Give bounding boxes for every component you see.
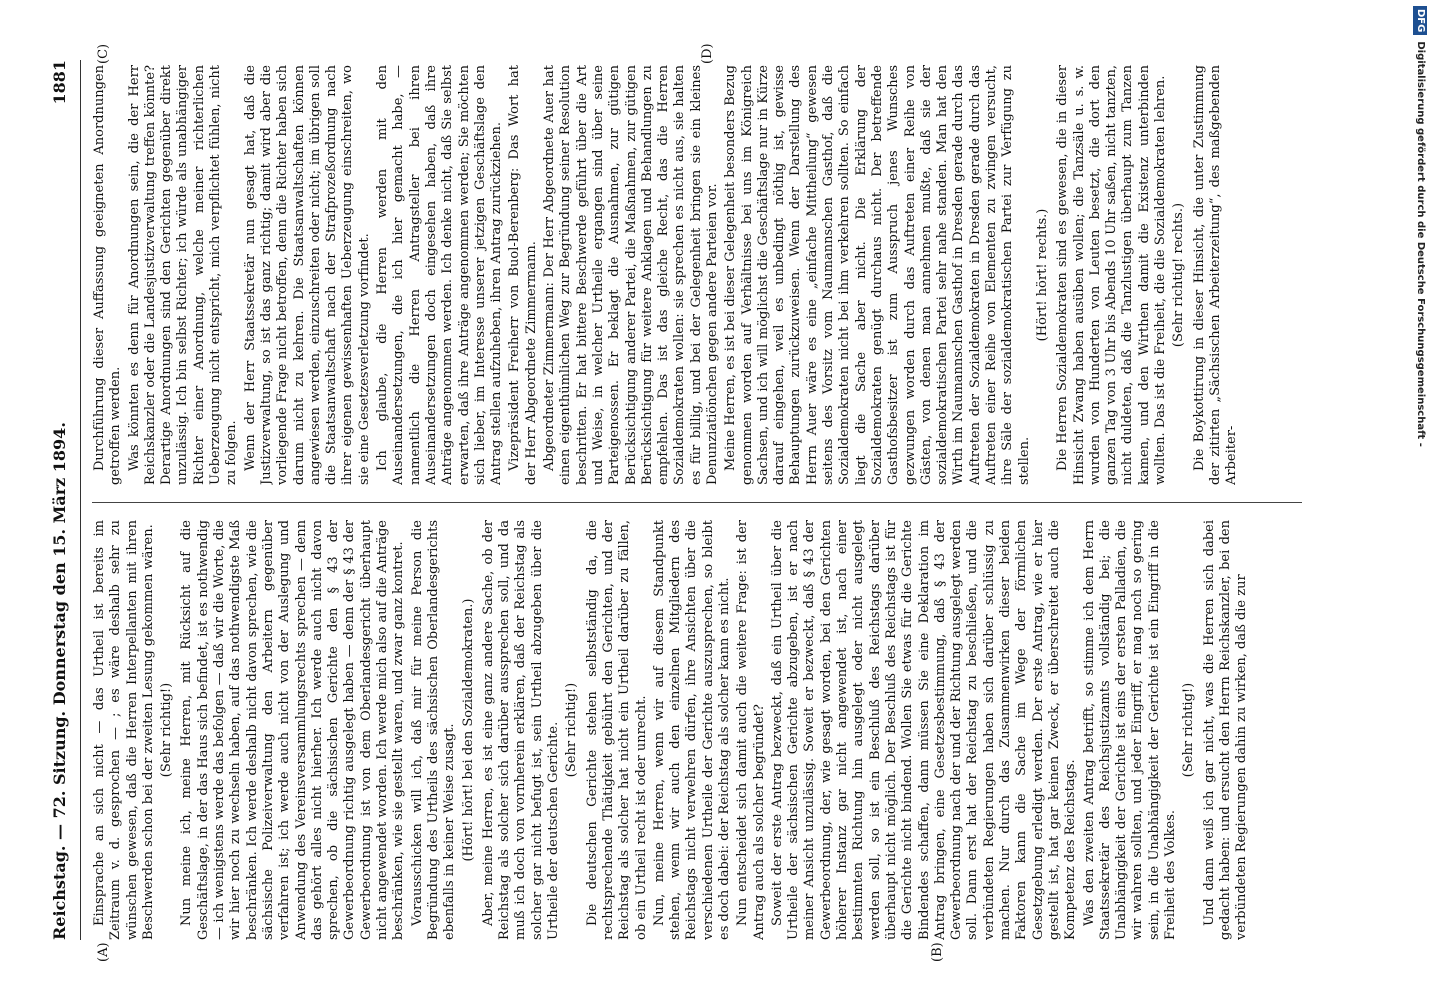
left-column xyxy=(92,520,1302,940)
paragraph: Wenn der Herr Staatssekretär nun gesagt hat, daß die Justizverwaltung, so ist das ganz richtig; damit wird aber die vorliegende Frage nicht betroffen, denn die Richter haben sich darum nicht zu kehren. Die Staatsanwaltschaften können angewiesen werden, einzuschreiten oder nicht; im übrigen soll die Staatsanwaltschaft nach der Strafprozeßordnung nach ihrer eigenen gewissenhaften Ueberzeugung einschreiten, wo sie eine Gesetzesverletzung vorfindet. xyxy=(242,65,372,485)
paragraph: Vorausschicken will ich, daß mir für meine Person die Begründung des Urtheils des sächsischen Oberlandesgerichts ebenfalls in keiner Weise zusagt. xyxy=(409,520,458,940)
interjection: (Sehr richtig!) xyxy=(159,682,175,778)
column-separator xyxy=(92,502,1302,503)
interjection: (Hört! hört! bei den Sozialdemokraten.) xyxy=(460,598,476,862)
paragraph: Vizepräsident Freiherr von Buol-Berenberg: Das Wort hat der Herr Abgeordnete Zimmermann. xyxy=(507,65,539,485)
dfg-watermark xyxy=(1408,0,1432,1000)
paragraph: Was könnten es denn für Anordnungen sein, die der Herr Reichskanzler oder die Landesjustizverwaltung treffen könnte? Derartige Anordnungen sind den Gerichten gegenüber direkt unzulässig. Ich bin selbst Richter; ich würde als unabhängiger Richter einer Anordnung, welche meiner richterlichen Ueberzeugung nicht entspricht, mich verpflichtet fühlen, nicht zu folgen. xyxy=(126,65,240,485)
interjection: (Sehr richtig!) xyxy=(1181,682,1197,778)
paragraph: Nun, meine Herren, wenn wir auf diesem Standpunkt stehen, wenn wir auch den einzelnen Mitgliedern des Reichstags nicht verwehren dürfen, ihre Ansichten über die verschiedenen Urtheile der Gerichte auszusprechen, so bleibt es doch dabei: der Reichstag als solcher kann es nicht. xyxy=(651,520,732,940)
interjection: (Sehr richtig!) xyxy=(564,682,580,778)
paragraph: Ich glaube, die Herren werden mit den Auseinandersetzungen, die ich hier gemacht habe, — namentlich die Herren Antragsteller bei ihren Auseinandersetzungen doch eingesehen haben, daß ihre Anträge angenommen werden. Ich denke nicht, daß Sie selbst erwarten, daß ihre Anträge angenommen werden; Sie möchten sich lieber, im Interesse unserer jetzigen Geschäftslage den Antrag stellen aufzuheben, ihren Antrag zurückziehen. xyxy=(375,65,505,485)
paragraph: Die Boykottirung in dieser Hinsicht, die unter Zustimmung der zitirten „Sächsischen Arbeiterzeitung“, des maßgebenden Arbeiter- xyxy=(1191,65,1240,485)
paragraph: Abgeordneter Zimmermann: Der Herr Abgeordnete Auer hat einen eigenthümlichen Weg zur Begründung seiner Resolution beschritten. Er hat bittere Beschwerde geführt über die Art und Weise, in welcher Urtheile ergangen sind über seine Parteigenossen. Er beklagt die Ausnahmen, zur gütigen Berücksichtigung anderer Partei, die Maßnahmen, zur gütigen Berücksichtigung für weitere Anklagen und Behandlungen zu empfehlen. Das ist das gleiche Recht, das die Herren Sozialdemokraten wollen: sie sprechen es nicht aus, sie halten es für billig, und bei der Gelegenheit bringen sie ein kleines Denunziatiönchen gegen andere Parteien vor. xyxy=(542,65,720,485)
header-rule xyxy=(80,60,81,940)
page-number: 1881 xyxy=(49,60,69,105)
paragraph: Einsprache an sich nicht — das Urtheil ist bereits im Zeitraum v. d. gesprochen — ; es wäre deshalb sehr zu wünschen gewesen, daß die Herren Interpellanten mit ihren Beschwerden schon bei der zweiten Lesung gekommen wären. xyxy=(92,520,156,940)
interjection: (Sehr richtig! rechts.) xyxy=(1171,202,1187,348)
right-column xyxy=(92,65,1302,485)
dfg-logo: DFG xyxy=(1413,6,1427,35)
header-title: Reichstag. — 72. Sitzung. Donnerstag den 15. März 1894. xyxy=(49,422,69,940)
paragraph: Aber, meine Herren, es ist eine ganz andere Sache, ob der Reichstag als solcher sich darüber aussprechen soll, und da muß ich doch von vornherein erklären, daß der Reichstag als solcher gar nicht befugt ist, sein Urtheil abzugeben über die Urtheile der deutschen Gerichte. xyxy=(480,520,562,940)
paragraph: Die Herren Sozialdemokraten sind es gewesen, die in dieser Hinsicht Zwang haben ausüben wollen; die Tanzsäle u. s. w. wurden von Hunderten von Leuten besetzt, die dort den ganzen Tag von 3 Uhr bis Abends 10 Uhr saßen, nicht tanzten, nicht duldeten, daß die Tanzlustigen überhaupt zum Tanzen kamen, und den Wirthen damit die Existenz unterbinden wollten. Das ist die Freiheit, die die Sozialdemokraten lehren. xyxy=(1055,65,1168,485)
paragraph: Nun entscheidet sich damit auch die weitere Frage: ist der Antrag auch als solcher begründet? xyxy=(735,520,767,940)
watermark-text: Digitalisierung gefördert durch die Deutsche Forschungsgemeinschaft - xyxy=(1415,41,1426,447)
marker-b: (B) xyxy=(930,942,945,962)
paragraph: Nun meine ich, meine Herren, mit Rücksicht auf die Geschäftslage, in der das Haus sich befindet, ist es nothwendig — ich wenigstens werde das befolgen — daß wir die Worte, die wir hier noch zu wechseln haben, auf das nothwendigste Maß beschränken. Ich werde deshalb nicht davon sprechen, wie die sächsische Polizeiverwaltung den Arbeitern gegenüber verfahren ist; ich werde auch nicht von der Auslegung und Anwendung des Vereinsversammlungsrechts sprechen — denn das gehört alles nicht hierher. Ich werde auch nicht davon sprechen, ob die sächsischen Gerichte den § 43 der Gewerbeordnung richtig ausgelegt haben — denn der § 43 der Gewerbeordnung ist von dem Oberlandesgericht überhaupt nicht angewendet worden. Ich werde mich also auf die Anträge beschränken, wie sie gestellt waren, und zwar ganz kontret. xyxy=(179,520,407,940)
marker-c: (C) xyxy=(96,43,111,64)
paragraph: Meine Herren, es ist bei dieser Gelegenheit besonders Bezug genommen worden auf Verhältnisse bei uns im Königreich Sachsen, und ich will möglichst die Geschäftslage nur in Kürze darauf eingehen, weil es unbedingt nöthig ist, gewisse Behauptungen zurückzuweisen. Wenn der Darstellung des Herrn Auer wäre es eine „einfache Mittheilung“ gewesen seitens des Vorsitz vom Naumannschen Gasthof, daß die Sozialdemokraten nicht bei ihm verkehren sollten. So einfach liegt die Sache aber nicht. Die Erklärung der Sozialdemokraten genügt durchaus nicht. Der betreffende Gasthofsbesitzer ist zum Ausspruch jenes Wunsches gezwungen worden durch das Auftreten einer Reihe von Gästen, von denen man annehmen mußte, daß sie der sozialdemokratischen Partei sehr nahe standen. Man hat den Wirth im Naumannschen Gasthof in Dresden gerade durch das Auftreten der Sozialdemokraten in Dresden gerade durch das Auftreten einer Reihe von Elementen zu zwingen versucht, ihre Säle der sozialdemokratischen Partei zur Verfügung zu stellen. xyxy=(723,65,1032,485)
paragraph: Die deutschen Gerichte stehen selbstständig da, die rechtsprechende Thätigkeit gebührt den Gerichten, und der Reichstag als solcher hat nicht ein Urtheil darüber zu fällen, ob ein Urtheil recht ist oder unrecht. xyxy=(584,520,649,940)
paragraph: Was den zweiten Antrag betrifft, so stimme ich dem Herrn Staatssekretär des Reichsjustizamts vollständig bei; die Unabhängigkeit der Gerichte ist eins der ersten Palladien, die wir wahren sollten, und jeder Eingriff, er mag noch so gering sein, in die Unabhängigkeit der Gerichte ist ein Eingriff in die Freiheit des Volkes. xyxy=(1081,520,1178,940)
marker-d: (D) xyxy=(700,43,715,64)
paragraph: Soweit der erste Antrag bezweckt, daß ein Urtheil über die Urtheile der sächsischen Gerichte abzugeben, ist er nach meiner Ansicht unzulässig. Soweit er bezweckt, daß § 43 der Gewerbeordnung, der, wie gesagt worden, bei den Gerichten höherer Instanz gar nicht angewendet ist, nach einer bestimmten Richtung hin ausgelegt oder nicht ausgelegt werden soll, so ist ein Beschluß des Reichstags darüber überhaupt nicht möglich. Der Beschluß des Reichstags ist für die Gerichte nicht bindend. Wollen Sie etwas für die Gerichte Bindendes schaffen, dann müssen Sie eine Deklaration im Antrag bringen, eine Gesetzesbestimmung, daß § 43 der Gewerbeordnung nach der und der Richtung ausgelegt werden soll. Dann erst hat der Reichstag zu beschließen, und die verbündeten Regierungen haben sich darüber schlüssig zu machen. Nur durch das Zusammenwirken dieser beiden Faktoren kann die Sache im Wege der förmlichen Gesetzgebung erledigt werden. Der erste Antrag, wie er hier gestellt ist, hat gar keinen Zweck, er überschreitet auch die Kompetenz des Reichstags. xyxy=(769,520,1079,940)
paragraph: Und dann weiß ich gar nicht, was die Herren sich dabei gedacht haben: und ersucht den Herrn Reichskanzler, bei den verbündeten Regierungen dahin zu wirken, daß die zur xyxy=(1201,520,1250,940)
interjection: (Hört! hört! rechts.) xyxy=(1034,208,1050,342)
page-header xyxy=(46,60,72,940)
marker-a: (A) xyxy=(96,942,111,962)
paragraph: Durchführung dieser Auffassung geeigneten Anordnungen getroffen werden. xyxy=(92,65,124,485)
